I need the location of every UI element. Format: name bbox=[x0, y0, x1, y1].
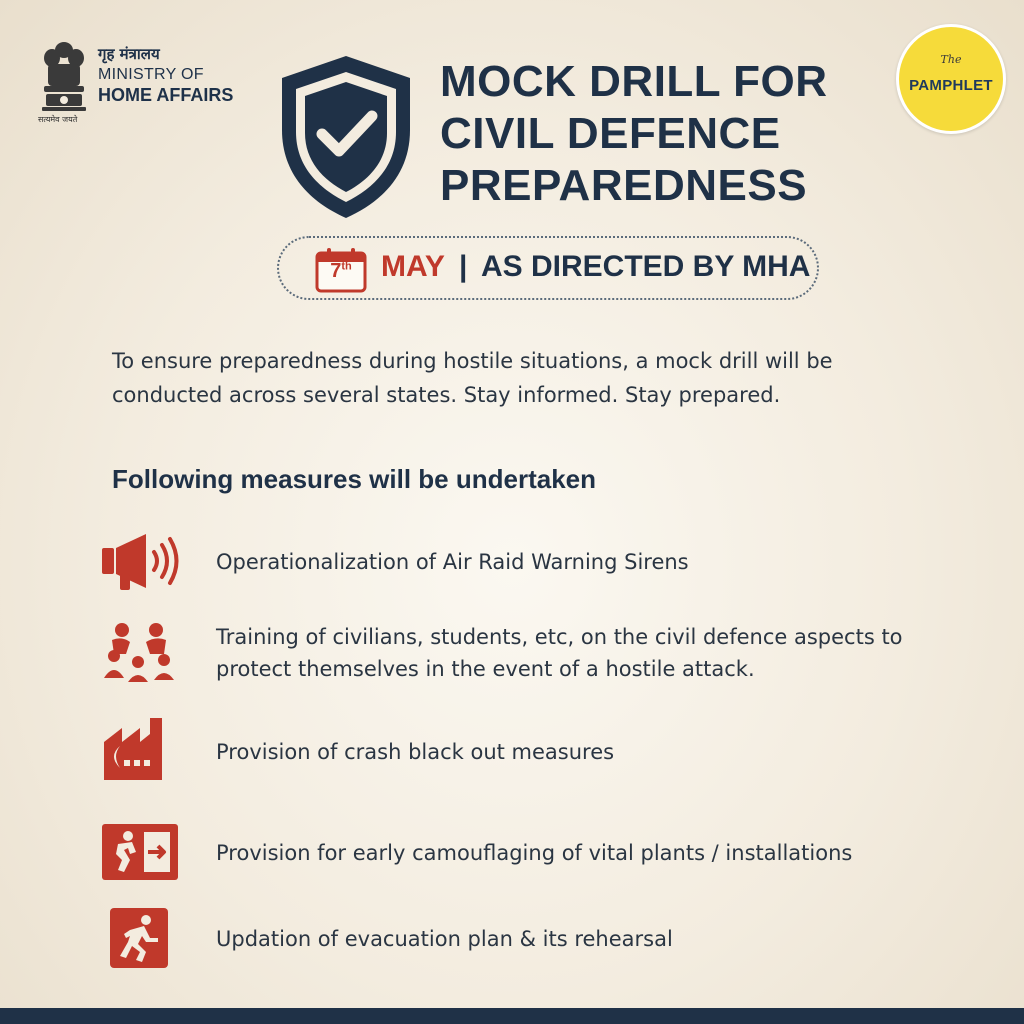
ministry-logo bbox=[36, 36, 276, 126]
ministry-name-line2: HOME AFFAIRS bbox=[98, 85, 234, 105]
date-banner bbox=[277, 236, 819, 300]
measure-item: Provision for early camouflaging of vital plants / installations bbox=[216, 841, 853, 865]
national-emblem-icon bbox=[36, 36, 92, 122]
measures-heading: Following measures will be undertaken bbox=[112, 464, 596, 494]
measure-item: Provision of crash black out measures bbox=[216, 740, 615, 764]
date-day bbox=[320, 260, 362, 283]
emblem-motto: सत्यमेव जयते bbox=[38, 115, 78, 124]
intro-paragraph: To ensure preparedness during hostile situations, a mock drill will be conducted across several states. Stay informed. Stay prepared. bbox=[112, 349, 833, 407]
badge-name: PAMPHLET bbox=[909, 77, 993, 94]
title-line-3: PREPAREDNESS bbox=[440, 161, 808, 210]
date-separator: | bbox=[459, 250, 468, 283]
shield-check-icon bbox=[276, 52, 416, 222]
page-title bbox=[440, 56, 860, 212]
date-day-number: 7 bbox=[330, 260, 342, 282]
title-line-2: CIVIL DEFENCE bbox=[440, 109, 781, 158]
date-day-suffix: th bbox=[341, 260, 352, 273]
measure-item: Updation of evacuation plan & its rehearsal bbox=[216, 927, 673, 951]
running-person-icon bbox=[100, 906, 180, 970]
title-line-1: MOCK DRILL FOR bbox=[440, 57, 828, 106]
pamphlet-badge bbox=[896, 24, 1006, 134]
training-group-icon bbox=[100, 620, 180, 684]
measure-item: Operationalization of Air Raid Warning Sirens bbox=[216, 550, 689, 574]
blackout-factory-icon bbox=[100, 716, 180, 780]
footer-bar bbox=[0, 1008, 1024, 1024]
exit-sign-icon bbox=[100, 820, 180, 884]
date-month: MAY bbox=[381, 250, 445, 283]
date-directive: AS DIRECTED BY MHA bbox=[481, 250, 811, 283]
siren-icon bbox=[100, 530, 180, 594]
badge-the: The bbox=[940, 53, 962, 66]
ministry-hindi-name: गृह मंत्रालय bbox=[98, 45, 160, 63]
ministry-name-line1: MINISTRY OF bbox=[98, 66, 204, 83]
measure-item: Training of civilians, students, etc, on the civil defence aspects to protect themselves in the event of a hostile attack. bbox=[216, 625, 903, 681]
